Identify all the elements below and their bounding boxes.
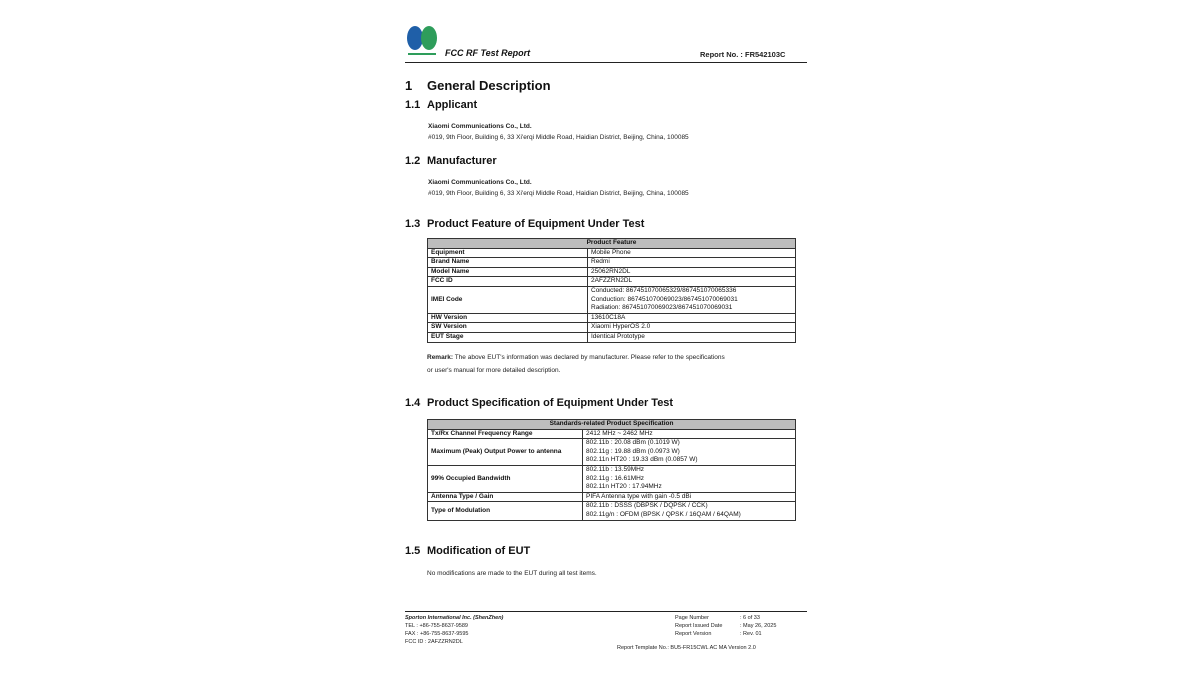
row-value xyxy=(588,286,796,313)
product-feature-table xyxy=(427,238,796,343)
row-key: Tx/Rx Channel Frequency Range xyxy=(428,429,583,439)
table-row xyxy=(428,286,796,313)
row-key: 99% Occupied Bandwidth xyxy=(428,465,583,492)
manufacturer-address: #019, 9th Floor, Building 6, 33 Xi'erqi Middle Road, Haidian District, Beijing, China, 100085 xyxy=(428,190,689,197)
company-logo xyxy=(405,24,439,58)
footer-fccid: FCC ID : 2AFZZRN2DL xyxy=(405,639,463,645)
applicant-address: #019, 9th Floor, Building 6, 33 Xi'erqi Middle Road, Haidian District, Beijing, China, 100085 xyxy=(428,134,689,141)
imei-conduction: Conduction: 867451070069023/867451070069031 xyxy=(591,295,738,303)
power-11g: 802.11g : 19.88 dBm (0.0973 W) xyxy=(586,447,680,455)
table-row xyxy=(428,258,796,268)
row-key: FCC ID xyxy=(428,277,588,287)
table-header: Standards-related Product Specification xyxy=(428,420,796,430)
table-row xyxy=(428,439,796,466)
row-value xyxy=(583,465,796,492)
bw-11b: 802.11b : 13.59MHz xyxy=(586,465,645,473)
section-1-2-heading xyxy=(405,155,497,167)
table-row xyxy=(428,502,796,520)
section-title: Product Feature of Equipment Under Test xyxy=(427,218,645,230)
section-1-1-heading xyxy=(405,99,477,111)
row-key: Model Name xyxy=(428,267,588,277)
row-key: EUT Stage xyxy=(428,332,588,342)
table-header: Product Feature xyxy=(428,239,796,249)
issued-date-value: : May 26, 2025 xyxy=(740,623,777,629)
table-row xyxy=(428,323,796,333)
remark-label: Remark: xyxy=(427,354,454,361)
section-title: Modification of EUT xyxy=(427,545,531,557)
modification-text: No modifications are made to the EUT during all test items. xyxy=(427,570,597,577)
imei-radiation: Radiation: 867451070069023/867451070069031 xyxy=(591,304,733,312)
bw-11g: 802.11g : 16.61MHz xyxy=(586,474,645,482)
row-value: Identical Prototype xyxy=(588,332,796,342)
report-version-label: Report Version xyxy=(675,631,712,637)
row-value: 2412 MHz ~ 2462 MHz xyxy=(583,429,796,439)
section-title: Manufacturer xyxy=(427,155,497,167)
section-1-heading xyxy=(405,78,551,93)
mod-11b: 802.11b : DSSS (DBPSK / DQPSK / CCK) xyxy=(586,502,708,510)
row-value: 2AFZZRN2DL xyxy=(588,277,796,287)
header-divider xyxy=(405,62,807,63)
remark-text: The above EUT's information was declared by manufacturer. Please refer to the specifications xyxy=(453,354,725,361)
table-row xyxy=(428,267,796,277)
row-value: Redmi xyxy=(588,258,796,268)
section-title: Applicant xyxy=(427,99,478,111)
report-number: Report No. : FR542103C xyxy=(700,50,786,59)
row-value xyxy=(583,502,796,520)
product-specification-table xyxy=(427,419,796,521)
issued-date-label: Report Issued Date xyxy=(675,623,723,629)
power-11n: 802.11n HT20 : 19.33 dBm (0.0857 W) xyxy=(586,456,698,464)
table-row xyxy=(428,332,796,342)
page-number-label: Page Number xyxy=(675,615,709,621)
row-key: Type of Modulation xyxy=(428,502,583,520)
row-key: IMEI Code xyxy=(428,286,588,313)
row-value: Xiaomi HyperOS 2.0 xyxy=(588,323,796,333)
section-number: 1.4 xyxy=(405,397,421,409)
section-1-3-heading xyxy=(405,218,644,230)
row-value: 25062RN2DL xyxy=(588,267,796,277)
page-number-value: : 6 of 33 xyxy=(740,615,760,621)
section-1-4-heading xyxy=(405,397,673,409)
report-version-value: : Rev. 01 xyxy=(740,631,762,637)
table-row xyxy=(428,313,796,323)
applicant-company: Xiaomi Communications Co., Ltd. xyxy=(428,123,532,130)
section-number: 1 xyxy=(405,78,413,93)
report-template-no: Report Template No.: BU5-FR15CWL AC MA Version 2.0 xyxy=(617,645,756,651)
remark-line-1 xyxy=(427,354,725,361)
section-number: 1.5 xyxy=(405,545,421,557)
table-row xyxy=(428,465,796,492)
footer-divider xyxy=(405,611,807,612)
row-value xyxy=(583,439,796,466)
section-1-5-heading xyxy=(405,545,530,557)
row-key: Maximum (Peak) Output Power to antenna xyxy=(428,439,583,466)
footer-right xyxy=(675,614,776,638)
row-value: 13610C18A xyxy=(588,313,796,323)
imei-conducted: Conducted: 867451070065329/867451070065336 xyxy=(591,286,737,294)
footer-left xyxy=(405,614,503,646)
row-value: Mobile Phone xyxy=(588,248,796,258)
mod-11gn: 802.11g/n : OFDM (BPSK / QPSK / 16QAM / 64QAM) xyxy=(586,510,741,518)
section-number: 1.2 xyxy=(405,155,421,167)
row-key: Equipment xyxy=(428,248,588,258)
footer-company: Sporton International Inc. (ShenZhen) xyxy=(405,615,504,621)
table-row xyxy=(428,277,796,287)
bw-11n: 802.11n HT20 : 17.94MHz xyxy=(586,483,662,491)
section-number: 1.1 xyxy=(405,99,421,111)
footer-tel: TEL : +86-755-8637-9589 xyxy=(405,623,468,629)
section-title: General Description xyxy=(427,78,551,93)
manufacturer-company: Xiaomi Communications Co., Ltd. xyxy=(428,179,532,186)
row-key: SW Version xyxy=(428,323,588,333)
row-key: HW Version xyxy=(428,313,588,323)
table-row xyxy=(428,429,796,439)
footer-fax: FAX : +86-755-8637-9595 xyxy=(405,631,469,637)
section-number: 1.3 xyxy=(405,218,421,230)
table-row xyxy=(428,248,796,258)
section-title: Product Specification of Equipment Under Test xyxy=(427,397,674,409)
row-key: Brand Name xyxy=(428,258,588,268)
remark-line-2: or user's manual for more detailed description. xyxy=(427,367,561,374)
table-row xyxy=(428,492,796,502)
report-title: FCC RF Test Report xyxy=(445,48,531,58)
row-value: PIFA Antenna type with gain -0.5 dBi xyxy=(583,492,796,502)
power-11b: 802.11b : 20.08 dBm (0.1019 W) xyxy=(586,439,680,447)
row-key: Antenna Type / Gain xyxy=(428,492,583,502)
report-page xyxy=(395,14,815,664)
